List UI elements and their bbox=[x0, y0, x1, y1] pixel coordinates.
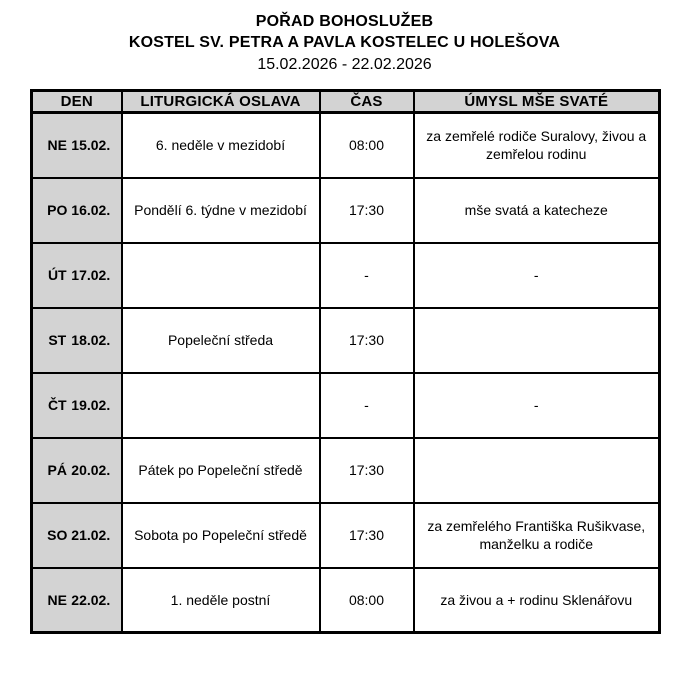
celebration-cell bbox=[122, 373, 320, 438]
day-abbr: ÚT bbox=[47, 267, 67, 283]
table-row bbox=[32, 373, 660, 438]
intention-cell: - bbox=[414, 243, 660, 308]
date-range: 15.02.2026 - 22.02.2026 bbox=[257, 56, 432, 73]
time-cell: 08:00 bbox=[320, 568, 414, 633]
day-date: 20.02. bbox=[71, 462, 111, 478]
day-date: 19.02. bbox=[71, 397, 111, 413]
table-row bbox=[32, 568, 660, 633]
time-cell: 17:30 bbox=[320, 178, 414, 243]
time-cell: 08:00 bbox=[320, 113, 414, 178]
time-cell: 17:30 bbox=[320, 308, 414, 373]
celebration-cell: Pondělí 6. týdne v mezidobí bbox=[122, 178, 320, 243]
time-cell: 17:30 bbox=[320, 438, 414, 503]
day-date: 16.02. bbox=[71, 202, 111, 218]
time-cell: 17:30 bbox=[320, 503, 414, 568]
day-abbr: NE bbox=[47, 591, 67, 608]
intention-cell: za zemřelého Františka Rušikvase, manželku a rodiče bbox=[414, 503, 660, 568]
time-cell: - bbox=[320, 373, 414, 438]
day-cell bbox=[32, 503, 122, 568]
day-date: 21.02. bbox=[71, 527, 111, 543]
column-header-day: DEN bbox=[32, 91, 122, 113]
celebration-cell: 1. neděle postní bbox=[122, 568, 320, 633]
table-header-row bbox=[32, 91, 660, 113]
day-abbr: NE bbox=[47, 137, 67, 154]
day-cell bbox=[32, 438, 122, 503]
day-date: 18.02. bbox=[71, 332, 111, 348]
day-date: 17.02. bbox=[71, 267, 111, 283]
celebration-cell: Popeleční středa bbox=[122, 308, 320, 373]
day-abbr: PÁ bbox=[47, 462, 67, 478]
schedule-table bbox=[30, 89, 661, 634]
table-row bbox=[32, 308, 660, 373]
day-cell bbox=[32, 373, 122, 438]
day-date: 22.02. bbox=[71, 591, 111, 608]
column-header-time: ČAS bbox=[320, 91, 414, 113]
table-row bbox=[32, 243, 660, 308]
table-row bbox=[32, 113, 660, 178]
intention-cell bbox=[414, 438, 660, 503]
intention-cell: - bbox=[414, 373, 660, 438]
day-abbr: ČT bbox=[47, 397, 67, 413]
column-header-celebration: LITURGICKÁ OSLAVA bbox=[122, 91, 320, 113]
day-abbr: SO bbox=[47, 527, 68, 543]
intention-cell bbox=[414, 308, 660, 373]
day-cell bbox=[32, 113, 122, 178]
day-cell bbox=[32, 568, 122, 633]
document-header bbox=[0, 0, 689, 76]
column-header-intention: ÚMYSL MŠE SVATÉ bbox=[414, 91, 660, 113]
day-cell bbox=[32, 243, 122, 308]
celebration-cell bbox=[122, 243, 320, 308]
table-row bbox=[32, 178, 660, 243]
table-row bbox=[32, 503, 660, 568]
celebration-cell: Sobota po Popeleční středě bbox=[122, 503, 320, 568]
day-abbr: PO bbox=[47, 202, 68, 218]
church-name: KOSTEL SV. PETRA A PAVLA KOSTELEC U HOLEŠOVA bbox=[128, 34, 561, 51]
day-cell bbox=[32, 178, 122, 243]
day-date: 15.02. bbox=[71, 137, 111, 154]
day-cell bbox=[32, 308, 122, 373]
celebration-cell: Pátek po Popeleční středě bbox=[122, 438, 320, 503]
celebration-cell: 6. neděle v mezidobí bbox=[122, 113, 320, 178]
day-abbr: ST bbox=[48, 332, 67, 348]
time-cell: - bbox=[320, 243, 414, 308]
table-row bbox=[32, 438, 660, 503]
intention-cell: mše svatá a katecheze bbox=[414, 178, 660, 243]
intention-cell: za zemřelé rodiče Suralovy, živou a zemřelou rodinu bbox=[414, 113, 660, 178]
intention-cell: za živou a + rodinu Sklenářovu bbox=[414, 568, 660, 633]
page-title: POŘAD BOHOSLUŽEB bbox=[255, 13, 434, 30]
